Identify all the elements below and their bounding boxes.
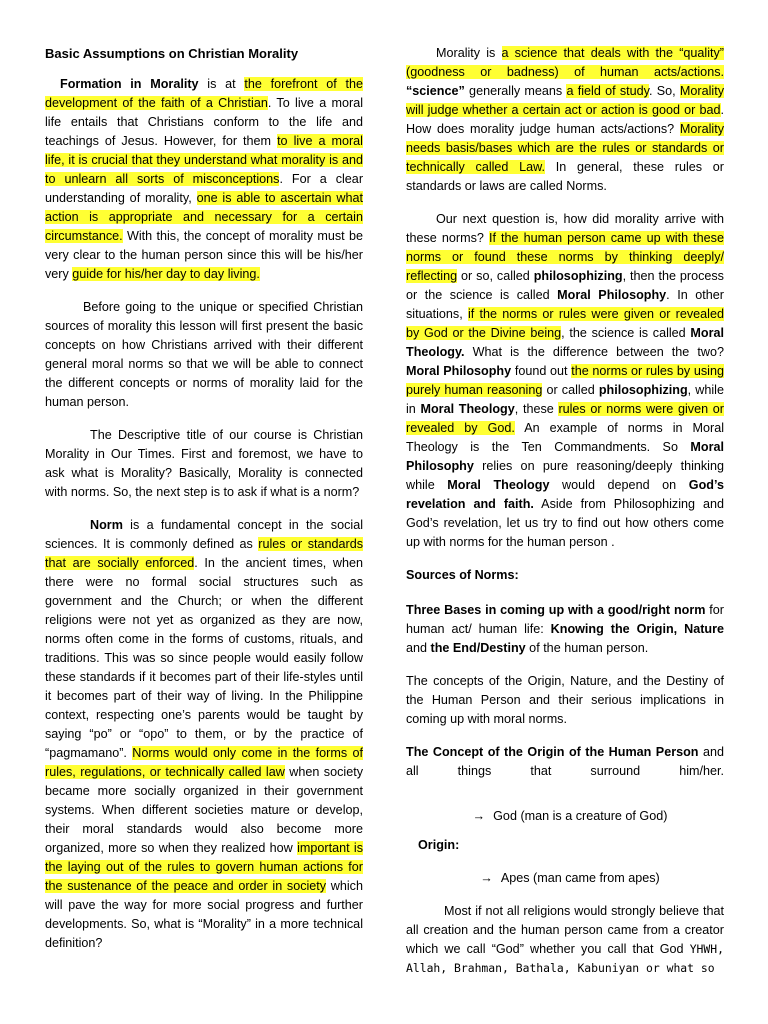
left-column — [45, 44, 363, 967]
term-norm: Norm — [90, 518, 123, 532]
paragraph-descriptive-title: The Descriptive title of our course is Christian Morality in Our Times. First and foremost, we have to ask what is Morality? Basically, Morality is connected with norms. So, the next step is to ask if what is a norm? — [45, 428, 363, 499]
highlight-text: rules or norms were given or revealed by God. — [406, 402, 724, 435]
sources-heading: Sources of Norms: — [406, 568, 519, 582]
highlight-text: If the human person came up with these norms or found these norms by thinking deeply/ reflecting — [406, 231, 724, 283]
origin-label: Origin: — [418, 838, 460, 852]
paragraph-three-bases: Three Bases in coming up with a good/right norm for human act/ human life: Knowing the Origin, Nature and the End/Destiny of the human person. — [406, 603, 724, 655]
paragraph-origin-concept: The Concept of the Origin of the Human Person and all things that surround him/her. — [406, 745, 724, 778]
highlight-text: a field of study — [566, 84, 649, 98]
highlight-text: to live a moral life, it is crucial that they understand what morality is and to unlearn all sorts of misconceptions — [45, 134, 363, 186]
highlight-text: one is able to ascertain what action is appropriate and necessary for a certain circumstance. — [45, 191, 363, 243]
origin-apes-line: → Apes (man came from apes) — [406, 869, 724, 888]
highlight-text: a science that deals with the “quality” (goodness or badness) of human acts/actions. — [406, 46, 724, 79]
highlight-text: the forefront of the development of the faith of a Christian — [45, 77, 363, 110]
highlight-text: the norms or rules by using purely human reasoning — [406, 364, 724, 397]
document-title: Basic Assumptions on Christian Morality — [45, 46, 299, 61]
right-column — [406, 44, 724, 992]
paragraph-morality: Morality is a science that deals with the “quality” (goodness or badness) of human acts/actions. “science” generally means a field of study. So, Morality will judge whether a certain act or action is good or bad. How does morality judge human acts/actions? Morality needs basis/bases which are the rules or standards or technically called Law. In general, these rules or standards or laws are called Norms. — [406, 46, 725, 193]
arrow-icon: → — [480, 871, 493, 885]
paragraph-before-going: Before going to the unique or specified Christian sources of morality this lesson will first present the basic concepts on how Christians arrived with their different general moral norms so that we will be able to connect the different concepts or norms of morality laid for the human person. — [45, 300, 363, 409]
highlight-text: guide for his/her day to day living. — [72, 267, 260, 281]
highlight-text: important is the laying out of the rules to govern human actions for the sustenance of the peace and order in society — [45, 841, 363, 893]
paragraph-norm: Norm is a fundamental concept in the social sciences. It is commonly defined as rules or standards that are socially enforced. In the ancient times, when there were no formal social structures such as government and the Church; or when the different religions were not yet as organized as they are now, norms often come in the forms of customs, rituals, and traditions. This was so since people would easily follow these standards if it becomes part of their life-styles until it becomes part of their way of living. In the Philippine context, respecting one’s parents would be taught by saying “po” or “opo” to them, or by the practice of “pagmamano”. Norms would only come in the forms of rules, regulations, or technically called law when society became more socially organized in their government systems. When different societies mature or develop, their moral standards would also become more organized, more so when they realized how important is the laying out of the rules to govern human actions for the sustenance of the peace and order in society which will pave the way for more social progress and further developments. So, what is “Morality” in a more technical definition? — [45, 518, 363, 950]
highlight-text: Norms would only come in the forms of rules, regulations, or technically called law — [45, 746, 363, 779]
paragraph-concepts: The concepts of the Origin, Nature, and the Destiny of the Human Person and their serious implications in coming up with moral norms. — [406, 674, 724, 726]
highlight-text: Morality will judge whether a certain act or action is good or bad — [406, 84, 724, 117]
arrow-icon: → — [472, 809, 486, 823]
paragraph-next-question: Our next question is, how did morality arrive with these norms? If the human person came up with these norms or found these norms by thinking deeply/ reflecting or so, called philosophizing, then the process or the science is called Moral Philosophy. In other situations, if the norms or rules were given or revealed by God or the Divine being, the science is called Moral Theology. What is the difference between the two? Moral Philosophy found out the norms or rules by using purely human reasoning or called philosophizing, while in Moral Theology, these rules or norms were given or revealed by God. An example of norms in Moral Theology is the Ten Commandments. So Moral Philosophy relies on pure reasoning/deeply thinking while Moral Theology would depend on God’s revelation and faith. Aside from Philosophizing and God’s revelation, let us try to find out how others come up with norms for the human person . — [406, 212, 724, 549]
highlight-text: rules or standards that are socially enforced — [45, 537, 363, 570]
term-formation: Formation in Morality — [60, 77, 199, 91]
paragraph-formation: Formation in Morality is at the forefront of the development of the faith of a Christian. To live a moral life entails that Christians conform to the life and teachings of Jesus. However, for them to live a moral life, it is crucial that they understand what morality is and to unlearn all sorts of misconceptions. For a clear understanding of morality, one is able to ascertain what action is appropriate and necessary for a certain circumstance. With this, the concept of morality must be very clear to the human person since this will be his/her very guide for his/her day to day living. — [45, 77, 364, 281]
highlight-text: if the norms or rules were given or revealed by God or the Divine being — [406, 307, 724, 340]
paragraph-religions: Most if not all religions would strongly believe that all creation and the human person came from a creator which we call “God” whether you call that God YHWH, Allah, Brahman, Bathala, Kabuniyan or what so — [406, 904, 724, 975]
origin-god-line: → God (man is a creature of God) — [406, 807, 724, 826]
highlight-text: Morality needs basis/bases which are the rules or standards or technically called Law. — [406, 122, 724, 174]
